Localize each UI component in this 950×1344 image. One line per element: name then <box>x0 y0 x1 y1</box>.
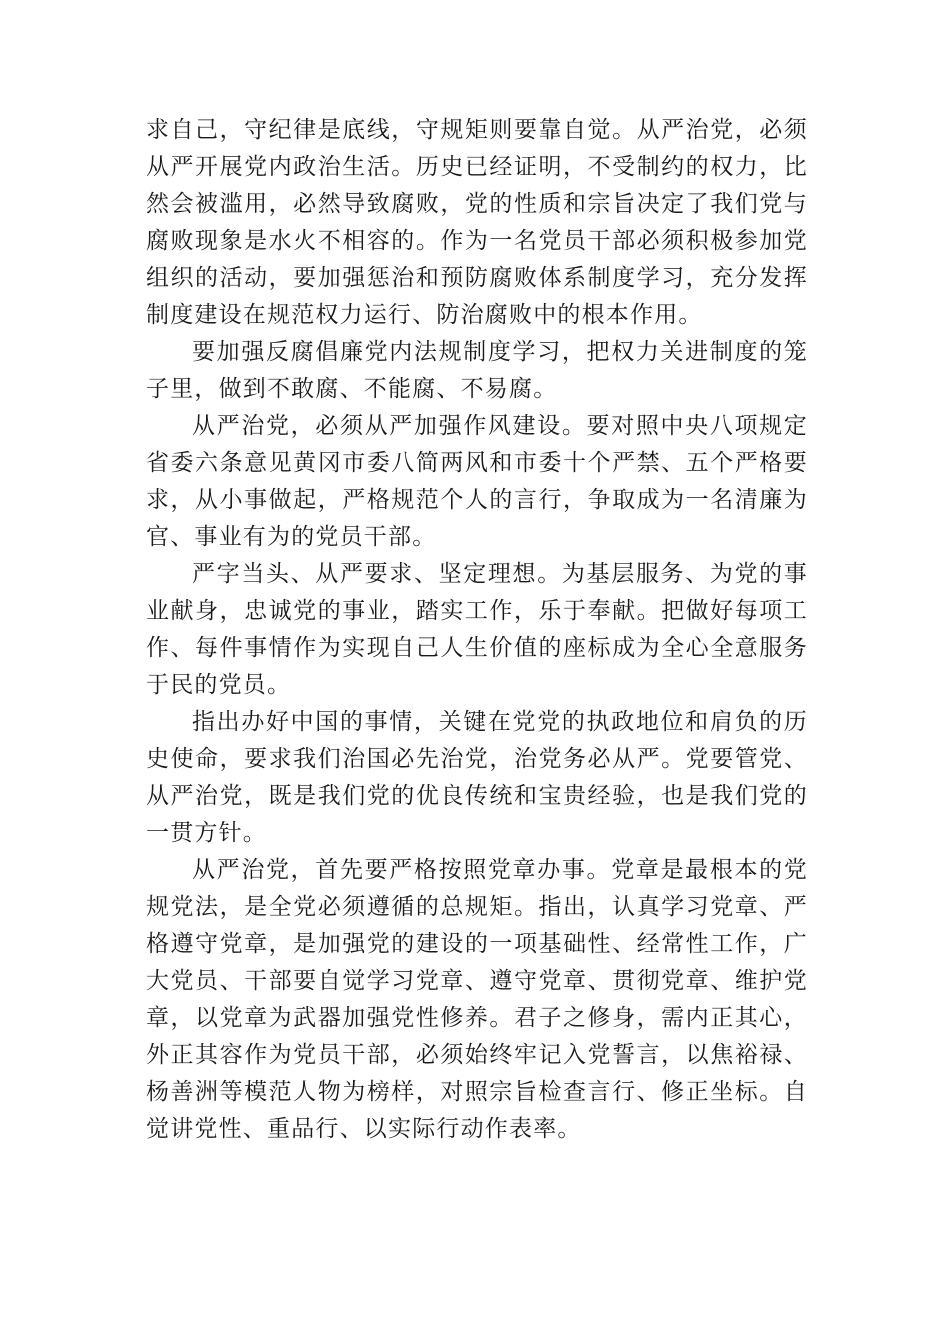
paragraph-1: 求自己，守纪律是底线，守规矩则要靠自觉。从严治党，必须从严开展党内政治生活。历史已经证明，不受制约的权力，比然会被滥用，必然导致腐败，党的性质和宗旨决定了我们党与腐败现象是水火不相容的。作为一名党员干部必须积极参加党组织的活动，要加强惩治和预防腐败体系制度学习，充分发挥制度建设在规范权力运行、防治腐败中的根本作用。 <box>146 117 808 328</box>
paragraph-3: 从严治党，必须从严加强作风建设。要对照中央八项规定省委六条意见黄冈市委八简两风和市委十个严禁、五个严格要求，从小事做起，严格规范个人的言行，争取成为一名清廉为官、事业有为的党员干部。 <box>146 413 808 550</box>
paragraph-2: 要加强反腐倡廉党内法规制度学习，把权力关进制度的笼子里，做到不敢腐、不能腐、不易腐。 <box>146 339 808 402</box>
paragraph-6: 从严治党，首先要严格按照党章办事。党章是最根本的党规党法，是全党必须遵循的总规矩。指出，认真学习党章、严格遵守党章，是加强党的建设的一项基础性、经常性工作，广大党员、干部要自觉学习党章、遵守党章、贯彻党章、维护党章，以党章为武器加强党性修养。君子之修身，需内正其心，外正其容作为党员干部，必须始终牢记入党誓言，以焦裕禄、杨善洲等模范人物为榜样，对照宗旨检查言行、修正坐标。自觉讲党性、重品行、以实际行动作表率。 <box>146 857 808 1142</box>
paragraph-5: 指出办好中国的事情，关键在党党的执政地位和肩负的历史使命，要求我们治国必先治党，治党务必从严。党要管党、从严治党，既是我们党的优良传统和宝贵经验，也是我们党的一贯方针。 <box>146 709 808 846</box>
paragraph-4: 严字当头、从严要求、坚定理想。为基层服务、为党的事业献身，忠诚党的事业，踏实工作，乐于奉献。把做好每项工作、每件事情作为实现自己人生价值的座标成为全心全意服务于民的党员。 <box>146 561 808 698</box>
document-body <box>146 112 808 1148</box>
